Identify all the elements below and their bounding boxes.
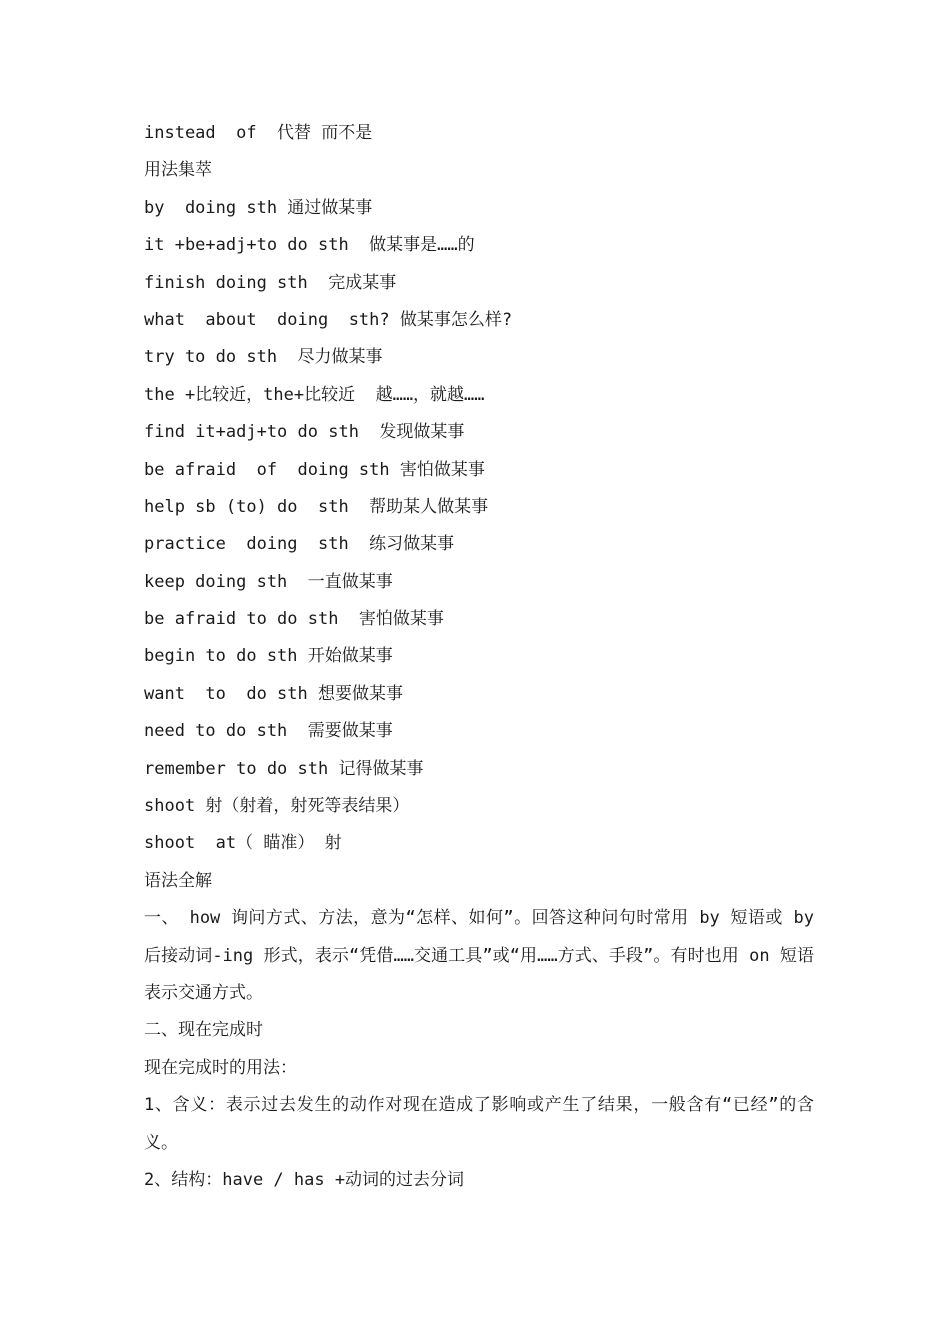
phrase-line: the +比较近，the+比较近 越……，就越…… [144, 384, 485, 405]
phrase-line: what about doing sth? 做某事怎么样? [144, 309, 513, 330]
heading-present-perfect: 二、现在完成时 [144, 1020, 263, 1041]
phrase-line: begin to do sth 开始做某事 [144, 646, 393, 667]
phrase-line: find it+adj+to do sth 发现做某事 [144, 422, 465, 443]
phrase-line: help sb (to) do sth 帮助某人做某事 [144, 496, 489, 517]
usage-title: 现在完成时的用法： [144, 1057, 297, 1078]
phrase-line-instead-of: instead of 代替 而不是 [144, 123, 373, 143]
phrase-line: finish doing sth 完成某事 [144, 272, 397, 293]
phrase-line: practice doing sth 练习做某事 [144, 534, 455, 555]
usage-item-structure: 2、结构：have / has +动词的过去分词 [144, 1170, 465, 1191]
section-heading-grammar: 语法全解 [144, 870, 212, 891]
phrase-line: it +be+adj+to do sth 做某事是……的 [144, 235, 475, 256]
usage-item-meaning: 1、含义：表示过去发生的动作对现在造成了影响或产生了结果，一般含有“已经”的含义。 [144, 1095, 814, 1153]
document-page [144, 115, 814, 1199]
phrase-line: shoot at（ 瞄准） 射 [144, 833, 342, 854]
phrase-line: by doing sth 通过做某事 [144, 197, 373, 218]
phrase-line: keep doing sth 一直做某事 [144, 571, 393, 592]
phrase-line: try to do sth 尽力做某事 [144, 347, 383, 368]
phrase-line: be afraid of doing sth 害怕做某事 [144, 459, 485, 480]
section-heading-usage: 用法集萃 [144, 160, 212, 181]
phrase-line: shoot 射（射着，射死等表结果） [144, 796, 410, 817]
phrase-line: remember to do sth 记得做某事 [144, 758, 424, 779]
paragraph-how: 一、 how 询问方式、方法，意为“怎样、如何”。回答这种问句时常用 by 短语或 by 后接动词-ing 形式，表示“凭借……交通工具”或“用……方式、手段”。有时也用 on 短语表示交通方式。 [144, 908, 814, 1004]
phrase-line: want to do sth 想要做某事 [144, 683, 403, 704]
phrase-line: be afraid to do sth 害怕做某事 [144, 609, 444, 630]
phrase-line: need to do sth 需要做某事 [144, 721, 393, 742]
